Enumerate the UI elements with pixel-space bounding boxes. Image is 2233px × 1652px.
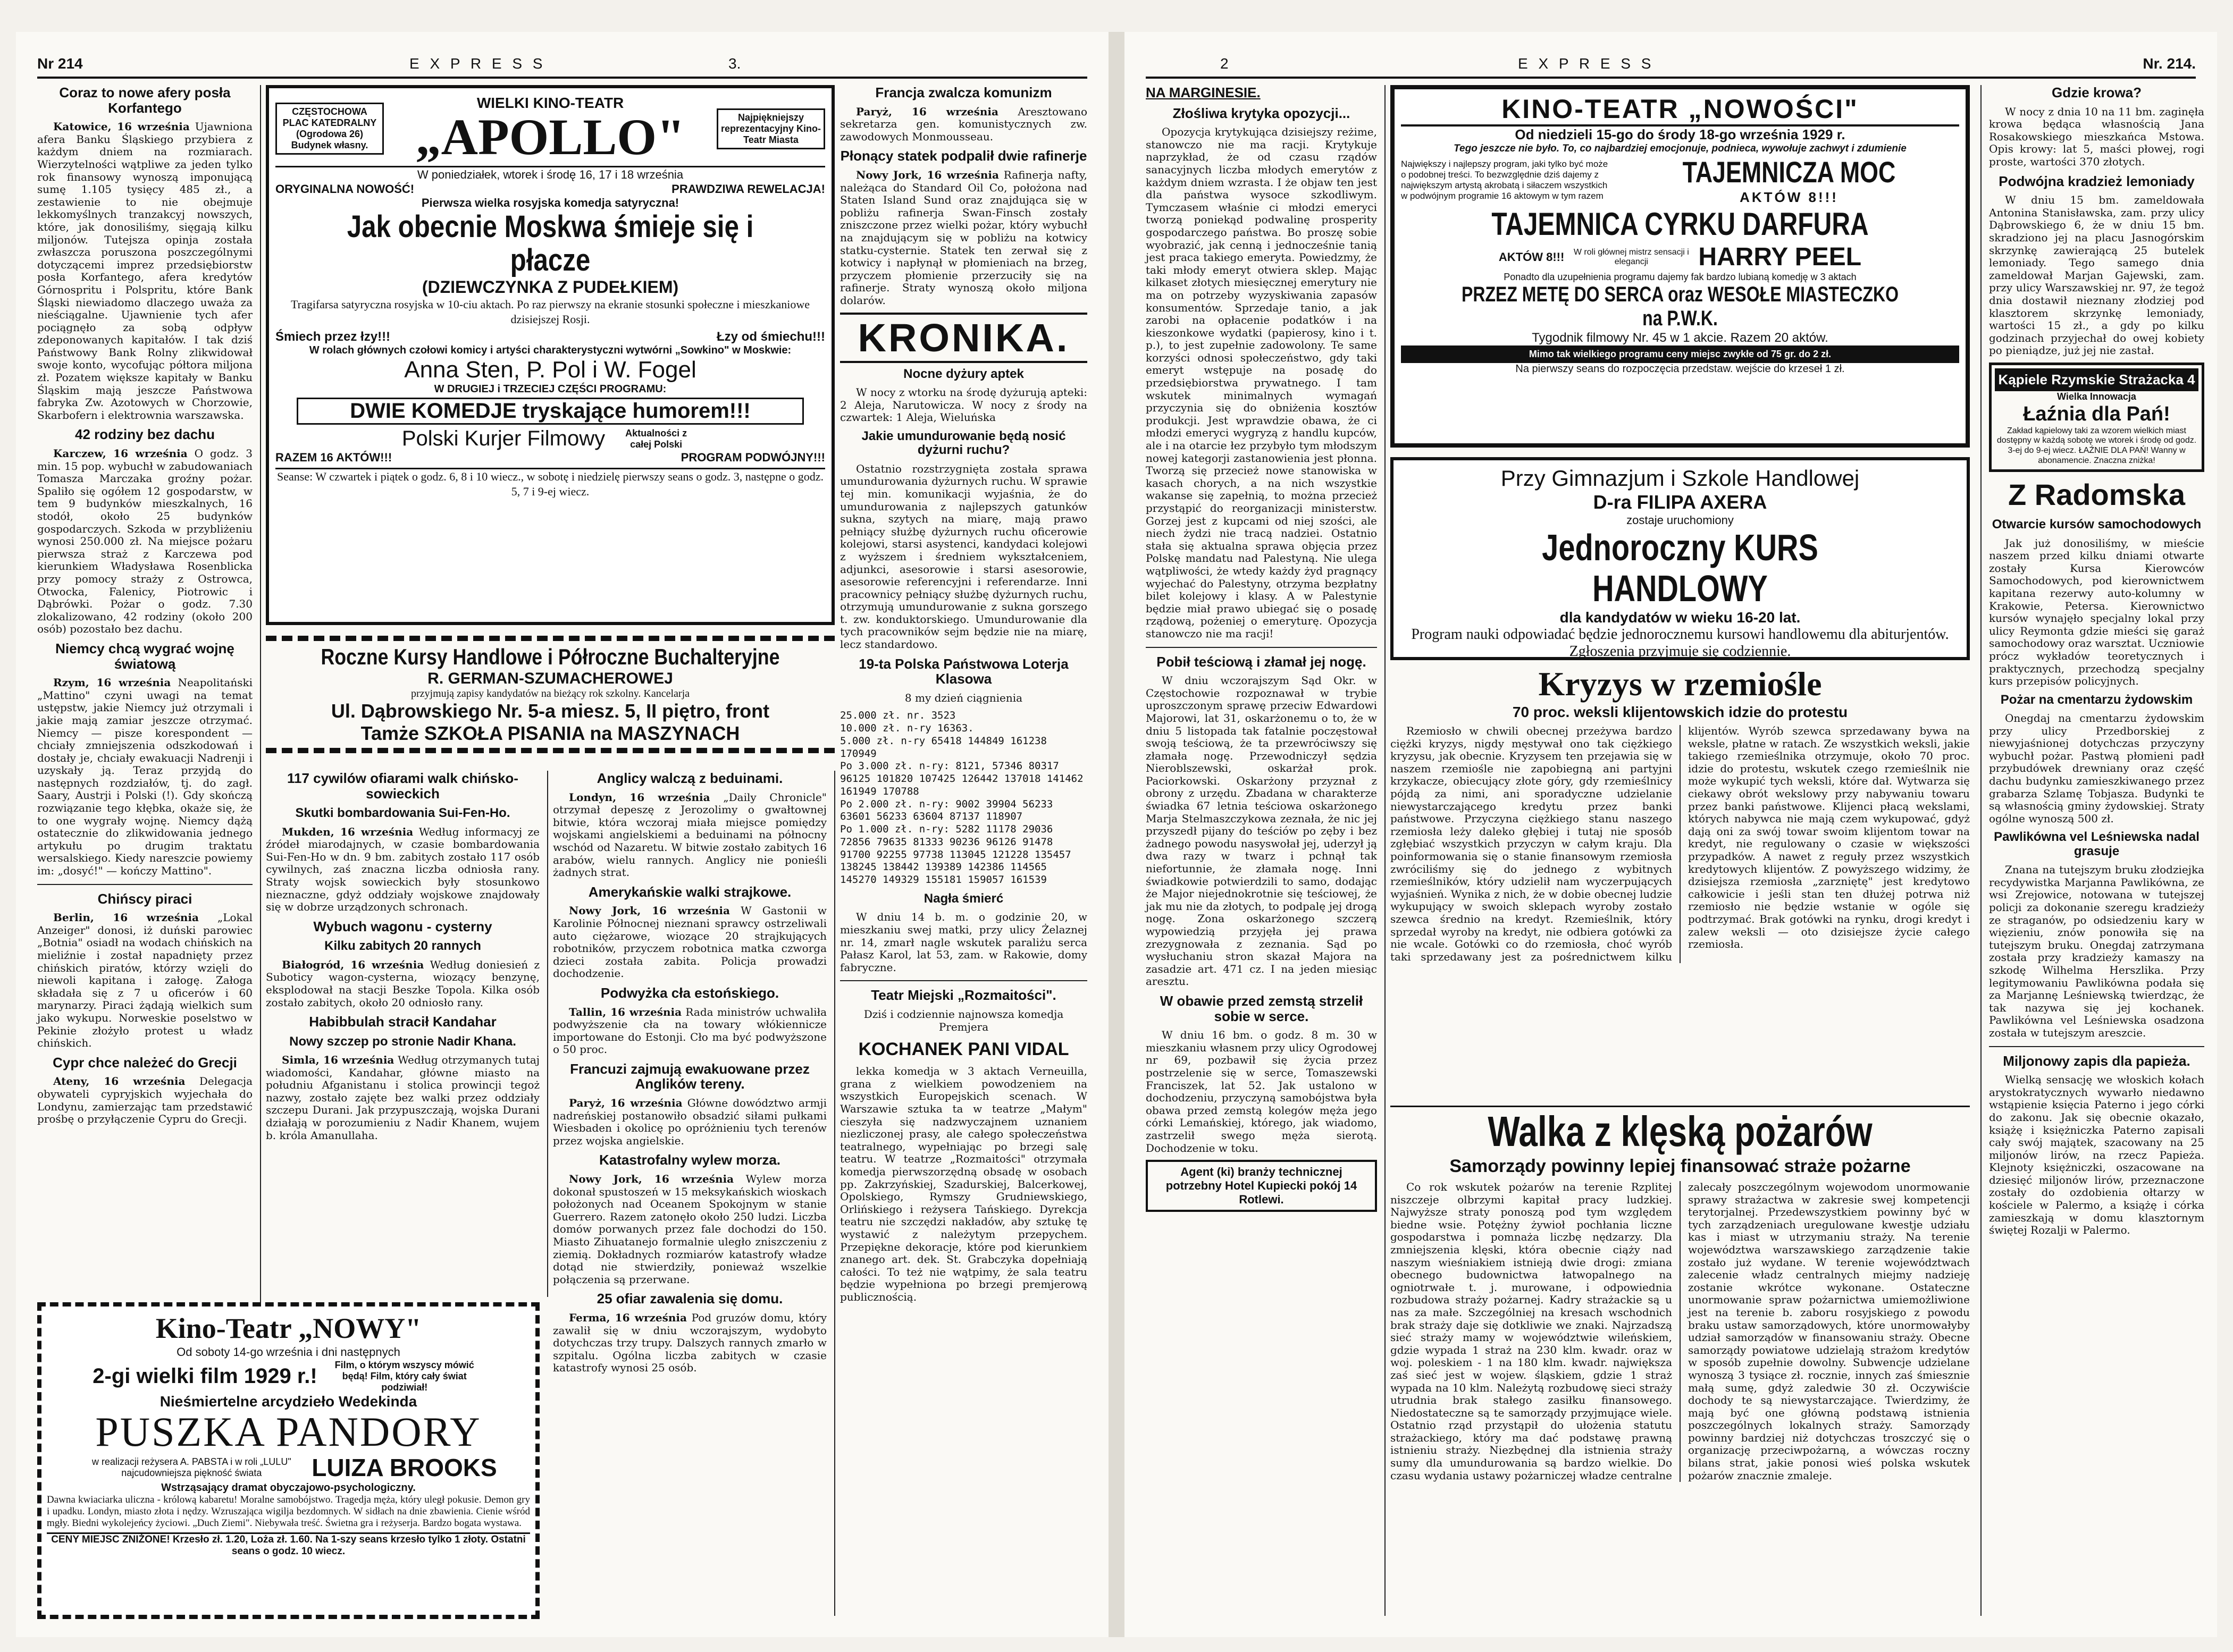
ad-acts-1: AKTÓW 8!!! bbox=[1740, 189, 1839, 205]
classified-ad: Agent (ki) branży technicznej potrzebny Hotel Kupiecki pokój 14 Rotlewi. bbox=[1146, 1160, 1377, 1212]
theatre-lead: Dziś i codziennie najnowsza komedja Premjera bbox=[863, 1007, 1064, 1033]
ad-comedies: DWIE KOMEDJE tryskające humorem!!! bbox=[297, 398, 804, 425]
headline: 42 rodziny bez dachu bbox=[75, 426, 215, 443]
ad-film-subtitle: (DZIEWCZYNKA Z PUDEŁKIEM) bbox=[422, 277, 679, 297]
ad-line: Wielka Innowacja bbox=[2057, 391, 2136, 402]
divider bbox=[1989, 1046, 2204, 1047]
article-body: W dniu 14 b. m. o godzinie 20, w mieszkaniu swej matki, przy ulicy Żelaznej nr. 14, zmarł nagle wskutek paraliżu serca Pałasz Karol, lat 53, zam. w Rakowie, domy fabryczne. bbox=[840, 911, 1087, 974]
headline: 117 cywilów ofiarami walk chińsko-sowieckich bbox=[287, 770, 518, 802]
lottery-day: 8 my dzień ciągnienia bbox=[904, 691, 1023, 704]
article-body: Simla, 16 września Według otrzymanych tutaj wiadomości, Kandahar, główne miasto na południu Afganistanu i stolica prowincji tegoż nazwy, zostało zajęte bez walki przez oddziały szczepu Durani. Jak przypuszczają, wojska Durani działają w porozumieniu z Nadir Khanem, wujem b. króla Amanullaha. bbox=[266, 1053, 540, 1142]
headline: 19-ta Polska Państwowa Loterja Klasowa bbox=[859, 655, 1069, 687]
article-body: Wielką sensację we włoskich kołach arystokratycznych wywarło niedawno wstąpienie księcia Paterno i jego córki do zakonu. Jak się obecnie okazało, książę i księżniczka Paterno zapisali cały swój majątek, szacowany na 25 miljonów lirów, na rzecz Papieża. Klejnoty księżniczki, oszacowane na dziesięć miljonów lirów, przeznaczone zostały do ozdobienia ołtarzy w kościele w Palermo, a książę i córka zamieszkają w domu klasztornym świętej Rozalji w Palermo. bbox=[1989, 1073, 2204, 1237]
headline: Niemcy chcą wygrać wojnę światową bbox=[55, 640, 234, 672]
headline: Katastrofalny wylew morza. bbox=[599, 1152, 780, 1168]
article-body: W nocy z dnia 10 na 11 bm. zaginęła krowa będąca własnością Jana Rosakowskiego mieszkańca Mstowa. Opis krowy: lat 5, maści płowej, rogi proste, wartości 370 złotych. bbox=[1989, 105, 2204, 168]
subheadline: Nowy szczep po stronie Nadir Khana. bbox=[289, 1034, 516, 1049]
lottery-numbers: 25.000 zł. nr. 3523 10.000 zł. n-ry 16363. 5.000 zł. n-ry 65418 144849 161238 170949 Po 3.000 zł. n-ry: 8121, 57346 80317 96125 101820 107425 126442 137018 141462 161949 170788 Po 2.000 zł. n-ry: 9002 39904 56233 63601 56233 63604 87137 118907 Po 1.000 zł. n-ry: 5282 11178 29036 72856 79635 81333 90236 96126 91478 91700 92255 97738 113045 121228 135457 138245 138442 139389 142386 114565 145270 149329 155181 159057 161539 bbox=[840, 710, 1084, 886]
apollo-cinema-ad bbox=[266, 85, 835, 627]
article-body: Tallin, 16 września Rada ministrów uchwaliła podwyższenie cła na towary włókiennicze importowane do Estonji. Cło ma być podwyższone o 50 proc. bbox=[553, 1005, 827, 1056]
ad-tagline: Najpiękniejszy reprezentacyjny Kino-Teatr Miasta bbox=[717, 108, 825, 149]
ad-kurjer: Polski Kurjer Filmowy bbox=[401, 427, 606, 451]
page-gutter bbox=[1109, 32, 1124, 1637]
right-running-head bbox=[1146, 55, 2196, 79]
article-body: Ateny, 16 września Delegacja obywateli cypryjskich wyjechała do Londynu, zamierzając tam przedstawić prośbę o przyłączenie Cypru do Grecji. bbox=[37, 1075, 253, 1126]
headline: Gdzie krowa? bbox=[2051, 85, 2142, 100]
ad-comedy: PRZEZ METĘ DO SERCA oraz WESOŁE MIASTECZKO na P.W.K. bbox=[1462, 283, 1899, 330]
article-body: Nowy Jork, 16 września Wylew morza dokonał spustoszeń w 15 meksykańskich wioskach położonych nad Oceanem Spokojnym w stanie Guerrero. Razem zatonęło około 250 ludzi. Liczba domów porwanych przez fale dochodzi do 150. Miasto Zihuatanejo formalnie uległo zniszczeniu z ziemią. Dokładnych rozmiarów katastrofy władze dotąd nie stwierdziły, ponieważ wszelkie połączenia są przerwane. bbox=[553, 1173, 827, 1286]
theatre-play: KOCHANEK PANI VIDAL bbox=[858, 1039, 1069, 1060]
ad-title: Kąpiele Rzymskie Strażacka 4 bbox=[1995, 368, 2198, 391]
ad-hit: 2-gi wielki film 1929 r.! bbox=[93, 1364, 317, 1388]
headline: Francja zwalcza komunizm bbox=[875, 85, 1052, 100]
ad-cinema-name: KINO-TEATR „NOWOŚCI" bbox=[1401, 94, 1959, 127]
ad-star-note: W roli głównej mistrz sensacji i elegancji bbox=[1573, 247, 1689, 266]
left-page bbox=[16, 32, 1109, 1637]
headline: Anglicy walczą z beduinami. bbox=[597, 770, 783, 786]
ad-line: ORYGINALNA NOWOŚĆ! bbox=[275, 182, 415, 196]
article-body: Mukden, 16 września Według informacyj ze źródeł miarodajnych, w czasie bombardowania Sui-Fen-Ho w dn. 9 bm. zabitych zostało 117 osób cywilnych, zaś znaczna liczba odniosła rany. Straty wojsk sowieckich były stosunkowo nieznaczne, gdyż oddziały wojskowe znajdowały się w dobrze urządzonych schronach. bbox=[266, 825, 540, 914]
headline: Habibbulah stracił Kandahar bbox=[309, 1014, 497, 1030]
subheadline: Samorządy powinny lepiej finansować straże pożarne bbox=[1449, 1156, 1911, 1176]
ad-border bbox=[266, 748, 835, 753]
ad-days: W poniedziałek, wtorek i środę 16, 17 i 18 września bbox=[275, 166, 825, 182]
article-body: Onegdaj na cmentarzu żydowskim przy ulicy Przedborskiej z niewyjaśnionej dotychczas przyczyny wybuchł pożar. Pastwą płomieni padł przybudówek drewniany oraz część dachu budynku zamieszkiwanego przez grabarza Szlamę Tobjasza. Budynki te są własnością gminy żydowskiej. Straty ogólne wynoszą 500 zł. bbox=[1989, 712, 2204, 825]
ad-acts-2: AKTÓW 8!!! bbox=[1498, 250, 1565, 264]
headline: Podwójna kradzież lemoniady bbox=[1999, 173, 2195, 189]
ad-prices: CENY MIEJSC ZNIŻONE! Krzesło zł. 1.20, Loża zł. 1.60. Na 1-szy seans krzesło tylko 1 złoty. Ostatni seans o godz. 10 wiecz. bbox=[47, 1532, 530, 1557]
article-body: Paryż, 16 września Aresztowano sekretarza gen. komunistycznych zw. zawodowych Monmousseau. bbox=[840, 105, 1088, 143]
ad-lead: Tego jeszcze nie było. To, co najbardziej emocjonuje, podnieca, wywołuje zachwyt i zdumienie bbox=[1454, 143, 1907, 154]
ad-line: Program nauki odpowiadać będzie jednorocznemu kursowi handlowemu dla abiturjentów. bbox=[1411, 626, 1949, 643]
headline: Płonący statek podpalił dwie rafinerje bbox=[840, 148, 1087, 164]
ad-location: CZĘSTOCHOWA PLAC KATEDRALNY (Ogrodowa 26) Budynek własny. bbox=[275, 103, 384, 155]
ad-star: HARRY PEEL bbox=[1698, 243, 1862, 271]
headline: Amerykańskie walki strajkowe. bbox=[588, 883, 792, 900]
commercial-school-ad bbox=[1390, 457, 1970, 659]
nowosci-cinema-ad bbox=[1390, 85, 1970, 446]
ad-kicker: WIELKI KINO-TEATR bbox=[476, 95, 624, 111]
newspaper-spread bbox=[16, 32, 2217, 1637]
page-number: 2 bbox=[1220, 55, 1229, 72]
ad-line: dla kandydatów w wieku 16-20 lat. bbox=[1559, 609, 1801, 626]
article-body: Ferma, 16 września Pod gruzów domu, który zawalił się w dniu wczorajszym, wydobyto dotychczas trzy trupy. Dalszych rannych zmarło w szpitalu. Ogólna liczba zabitych w czasie katastrofy wynosi 25 osób. bbox=[553, 1311, 827, 1375]
ad-description: Dawna kwiaciarka uliczna - królową kabaretu! Moralne samobójstwo. Tragedja męża, który uległ pokusie. Demon gry i upadku. Londyn, miasto złota i nędzy. Wzruszająca wigilja bezdomnych. W sidłach na dnie zbawienia. Cienie wśród mgły. Biedni wykolejeńcy życiowi. „Duch Ziemi". Niebywała treść. Świetna gra i reżyserja. Bardzo bogata wystawa. bbox=[47, 1494, 530, 1529]
article-body: Karczew, 16 września O godz. 3 min. 15 pop. wybuchł w zabudowaniach Tomasza Marczaka groźny pożar. Spaliło się ogółem 12 gospodarstw, w tem 9 budynków mieszkalnych, 16 stodół, około 25 budynków gospodarczych. Szkoda w przybliżeniu wynosi 250.000 zł. Na miejsce pożaru pierwsza straż z Karczewa pod kierunkiem Władysława Rosenblicka przy pomocy straży z Ostrowca, Otwocka, Falenicy, Piotrowic i Dąbrówki. Pożar o godz. 7.30 zlokalizowano, 42 rodziny (około 200 osób) pozostało bez dachu. bbox=[37, 447, 253, 636]
article-body: W dniu wczorajszym Sąd Okr. w Częstochowie rozpoznawał w trybie uproszczonym sprawę przeciw Edwardowi Majorowi, lat 31, oskarżonemu o to, że w dniu 5 listopada tak fatalnie poczęstował swoją teściową, że ta przewróciwszy się złamała nogę. Przewodniczył sędzia Nieroblszewski, oskarżał prok. Paciorkowski. Oskarżony przyznał z obrony z urzędu. Zbadana w charakterze świadka 67 letnia teściowa oskarżonego Marja Stelmaszczykowa zeznała, że nic jej przyszedł pijany do teściów po zęby i bez żadnego powodu nasyswołał jej, uderzył ją dwa razy w twarz i pchnął tak niefortunnie, że złamała nogę. Inni świadkowie potwierdzili to samo, dodając że Major niejednokrotnie się teściowej, że jak mu nie da złotych, to podpalę jej drogą nogę. Zona oskarżonego szczerą wypowiedzią przyjęła jej prawa zrezygnowała z zeznania. Sąd po wysłuchaniu stron skazał Majora na zasadzie art. 471 cz. I na jeden miesiąc aresztu. bbox=[1146, 674, 1377, 988]
ad-kurjer-note: Aktualności z całej Polski bbox=[625, 427, 687, 450]
ad-dates: Od niedzieli 15-go do środy 18-go września 1929 r. bbox=[1515, 127, 1845, 142]
ad-line: RAZEM 16 AKTÓW!!! bbox=[275, 451, 392, 465]
headline: W obawie przed zemstą strzelił sobie w serce. bbox=[1160, 992, 1363, 1024]
ad-text: Zakład kąpielowy taki za wzorem wielkich miast dostępny w każdą sobotę we wtorek i środę od godz. 3-ej do 9-ej wiecz. ŁAŹNIE DLA PAŃ! Wanny w abonamencie. Znaczna zniżka! bbox=[1996, 426, 2197, 466]
headline: Pobił teściową i złamał jej nogę. bbox=[1156, 653, 1366, 670]
divider bbox=[37, 884, 253, 885]
ad-showtimes: Seanse: W czwartek i piątek o godz. 6, 8 i 10 wiecz., w sobotę i niedzielę pierwszy seans o godz. 3, następne o godz. 5, 7 i 9-ej wiecz. bbox=[275, 468, 825, 499]
ad-line: Łzy od śmiechu!!! bbox=[716, 330, 825, 344]
section-title-kronika: KRONIKA. bbox=[840, 313, 1087, 363]
headline: Chińscy piraci bbox=[97, 890, 192, 907]
article-body: Londyn, 16 września „Daily Chronicle" otrzymał depeszę z Jerozolimy o gwałtownej bitwie, która wczoraj miała miejsce pomiędzy wojskami angielskiemi a beduinami na północny wschód od Nazaretu. W bitwie zostało zabitych 16 arabów, wielu rannych. Anglicy nie ponieśli żadnych strat. bbox=[553, 790, 827, 879]
article-body: W nocy z wtorku na środę dyżurują apteki: 2 Aleja, Narutowicza. W nocy z środy na czwartek: 1 Aleja, Wieluńska bbox=[840, 386, 1087, 424]
left-column-3 bbox=[553, 771, 835, 1616]
headline: Otwarcie kursów samochodowych bbox=[1992, 517, 2202, 532]
ad-hit-note: Film, o którym wszyscy mówić będą! Film, który cały świat podziwiał! bbox=[334, 1359, 474, 1393]
ad-film-2: TAJEMNICA CYRKU DARFURA bbox=[1491, 206, 1869, 242]
ad-line: W rolach głównych czołowi komicy i artyści charakterystyczni wytwórni „Sowkino" w Moskwie: bbox=[309, 344, 792, 357]
headline: Wybuch wagonu - cysterny bbox=[313, 918, 492, 934]
ad-blurb: Największy i najlepszy program, jaki tylko być może o podobnej treści. To bezwzględnie dziś dajemy z największym artystą akrobatą i siłaczem wszystkich w podwójnym programie 16 aktowym w tym razem bbox=[1401, 159, 1608, 201]
section-title: NA MARGINESIE. bbox=[1146, 85, 1261, 100]
ad-owner: R. GERMAN-SZUMACHEROWEJ bbox=[427, 670, 673, 687]
section-title-radomsko: Z Radomska bbox=[2008, 478, 2185, 512]
commercial-courses-ad bbox=[266, 633, 835, 760]
ad-director: w realizacji reżysera A. PABSTA i w roli „LULU" najcudowniejsza piękność świata bbox=[91, 1456, 291, 1479]
ad-film-1: TAJEMNICZA MOC bbox=[1682, 155, 1896, 189]
ad-line: zostaje uruchomiony bbox=[1626, 513, 1734, 527]
ad-line: Śmiech przez łzy!!! bbox=[275, 330, 391, 344]
article-body: Nowy Jork, 16 września Rafinerja nafty, należąca do Standard Oil Co, położona nad Staten Island Sund oraz znajdująca się w pobliżu rafinerja Swan-Finsch zostały zniszczone przez wielki pożar, który wybuchł na znajdującym się w pobliżu na kotwicy statku-cysternie. Statek ten zerwał się z kotwicy i napłynął w płomieniach na brzeg, przyczem płomienie przerzuciły się na rafinerje. Straty wynoszą około miljona dolarów. bbox=[840, 168, 1087, 307]
issue-number: Nr 214 bbox=[37, 55, 83, 72]
headline: Nagła śmierć bbox=[924, 891, 1004, 906]
ad-prices: Mimo tak wielkiego programu ceny miejsc zwykłe od 75 gr. do 2 zł. bbox=[1401, 345, 1959, 363]
headline: Coraz to nowe afery posła Korfantego bbox=[59, 85, 231, 116]
right-column-1 bbox=[1146, 85, 1386, 1616]
ad-course-title: Jednoroczny KURS HANDLOWY bbox=[1542, 527, 1818, 609]
headline: Kryzys w rzemiośle bbox=[1538, 665, 1822, 703]
right-page bbox=[1124, 32, 2217, 1637]
ad-line: D-ra FILIPA AXERA bbox=[1593, 491, 1767, 513]
article-body: W dniu 15 bm. zameldowała Antonina Stanisławska, zam. przy ulicy Dąbrowskiego 6, że w dniu 15 bm. skradziono jej na placu Jasnogórskim skrzynkę zawierającą 25 butelek lemoniady. Tego samego dnia zameldował Marjan Gajewski, zam. przy ulicy Warszawskiej nr. 97, że tegoż dnia dostawił nieznany złodziej pod klasztorem skrzynkę lemoniady, wartości 15 zł., a gdy po kilku godzinach przyjechał do owej kobiety po pieniądze, już jej nie zastał. bbox=[1989, 193, 2204, 357]
issue-number: Nr. 214. bbox=[2143, 55, 2196, 72]
article-body: lekka komedja w 3 aktach Verneuilla, grana z wielkiem powodzeniem na wszystkich Europejskich scenach. W Warszawie sztuka ta w teatrze „Małym" cieszyła się nadzwyczajnem uznaniem niezliczonej prasy, ale całego społeczeństwa teatralnego, wypełniając po brzegi salę teatru. W teatrze „Rozmaitości" otrzymała komedja pierwszorzędną obsadę w osobach pp. Zakrzyńskiej, Szadurskiej, Balcerkowej, Opolskiego, Rymszy Grudniewskiego, Orlińskiego i reżysera Tańskiego. Dyrekcja teatru nie szczędzi nakładów, aby sztukę tę wystawić z należytym przepychem. Przepiękne dekoracje, które pod kierunkiem znanego art. dek. St. Grabczyka dopełniają całości. To też nie wątpimy, że sala teatru będzie wypełniona po brzegi premjerową publicznością. bbox=[840, 1065, 1087, 1303]
ad-first-show: Na pierwszy seans do rozpoczęcia przedstaw. wejście do krzeseł 1 zł. bbox=[1515, 363, 1845, 375]
nowy-cinema-ad bbox=[37, 1302, 540, 1616]
ad-border bbox=[266, 636, 835, 641]
fire-article bbox=[1390, 1106, 1970, 1617]
headline: Francuzi zajmują ewakuowane przez Anglików tereny. bbox=[570, 1060, 810, 1092]
headline: Złośliwa krytyka opozycji... bbox=[1172, 105, 1350, 121]
masthead-title: E X P R E S S bbox=[409, 55, 546, 72]
ad-title: Roczne Kursy Handlowe i Półroczne Buchalteryjne bbox=[321, 644, 780, 669]
article-body: Rzym, 16 września Neapolitański „Mattino" czyni uwagi na temat ustępstw, jakie Niemcy już otrzymali i jakie mają zamiar jeszcze otrzymać. Niemcy — pisze korespondent — chciały zmniejszenia odszkodowań i dostały je, chciały ewakuacji Nadrenji i uzyskały ją. Teraz przyjdą do następnych rozdziałów, tj. do zagł. Saary, Austrji i Polski (!). Gdy skończą rozwiązanie tego kłębka, okaże się, że to one wygrały wojnę. Niemcy dążą ostatecznie do zlikwidowania jednego artykułu po drugim traktatu wersalskiego. Kiedy nareszcie powiemy im: „dosyć!" — kończy Mattino". bbox=[37, 676, 253, 878]
left-column-2 bbox=[266, 771, 548, 1297]
ad-line: W DRUGIEJ i TRZECIEJ CZĘŚCI PROGRAMU: bbox=[434, 383, 667, 395]
subheadline: Kilku zabitych 20 rannych bbox=[324, 939, 481, 954]
ad-address: Ul. Dąbrowskiego Nr. 5-a miesz. 5, II piętro, front bbox=[331, 700, 770, 722]
headline: 25 ofiar zawalenia się domu. bbox=[597, 1291, 783, 1307]
left-running-head bbox=[37, 55, 1087, 79]
headline: Cypr chce należeć do Grecji bbox=[53, 1054, 237, 1071]
headline: Pawlikówna vel Leśniewska nadal grasuje bbox=[1994, 830, 2200, 858]
headline: Teatr Miejski „Rozmaitości". bbox=[871, 987, 1056, 1004]
crisis-article bbox=[1390, 664, 1970, 1100]
article-body: Paryż, 16 września Główne dowództwo armji nadreńskiej postanowiło obsadzić siłami pułkami Wiesbaden i okolicę po opróżnieniu tych terenów przez wojska angielskie. bbox=[553, 1097, 827, 1147]
ad-actors: Anna Sten, P. Pol i W. Fogel bbox=[404, 357, 696, 383]
article-body: Ostatnio rozstrzygnięta została sprawa umundurowania dyżurnych ruchu. W sprawie tej min. komunikacji wyjaśnia, że do umundurowania z najlepszych gatunków sukna, szytych na miarę, mają prawo pełniący służbę dyżurnych ruchu oficerowie kolejowi, starsi asystenci, kandydaci kolejowi z wyższem i średniem wykształceniem, adjunkci, asesorowie i starsi asesorowie, asesorowie referencyjni i referendarze. Inni pracownicy pełniący służbę dyżurnych ruchu, otrzymują umundurowanie z sukna gorszego t. zw. konduktorskiego. Umundurowanie dla tych pracowników sejm będzie nie na miarę, lecz standardowo. bbox=[840, 462, 1087, 651]
ad-description: Tragifarsa satyryczna rosyjska w 10-ciu aktach. Po raz pierwszy na ekranie stosunki społeczne i mieszkaniowe dzisiejszej Rosji. bbox=[290, 298, 810, 326]
ad-text: przyjmują zapisy kandydatów na bieżący rok szkolny. Kancelarja bbox=[410, 688, 690, 699]
ad-line: Przy Gimnazjum i Szkole Handlowej bbox=[1500, 466, 1860, 491]
headline: Walka z klęską pożarów bbox=[1488, 1108, 1873, 1155]
article-body: Znana na tutejszym bruku złodziejka recydywistka Marjanna Pawlikówna, ze wsi Zrejowice, notowana w tutejszej policji za dokonanie szeregu kradzieży ze straganów, po odsiedzeniu kary w więzieniu, znów ponowiła się na tutejszym bruku. Onegdaj zatrzymana została przy kradzieży kamaszy na szkodę Wilhelma Herszlika. Przy legitymowaniu Pawlikówna podała się za Marjannę Leśniewską twierdząc, że tak nazywa się jej kochanek. Pawlikówna vel Leśniewska osadzona została w tutejszym areszcie. bbox=[1989, 863, 2204, 1039]
headline: Nocne dyżury aptek bbox=[903, 366, 1024, 381]
ad-typing-school: Tamże SZKOŁA PISANIA na MASZYNACH bbox=[360, 722, 740, 744]
headline: Jakie umundurowanie będą nosić dyżurni ruchu? bbox=[861, 428, 1066, 458]
ad-star: LUIZA BROOKS bbox=[312, 1454, 497, 1482]
subheadline: 70 proc. weksli klijentowskich idzie do protestu bbox=[1512, 704, 1848, 720]
ad-line: PRAWDZIWA REWELACJA! bbox=[671, 182, 825, 196]
ad-line: Zgłoszenia przyjmuje się codziennie. bbox=[1569, 643, 1791, 660]
divider bbox=[840, 980, 1087, 981]
headline: Pożar na cmentarzu żydowskim bbox=[2000, 692, 2193, 707]
article-body: Białogród, 16 września Według doniesień z Suboticy wagon-cysterna, wiozący benzynę, eksplodował na stacji Beszke Topola. Kilka osób zostało zabitych, około 20 odniosło rany. bbox=[266, 958, 540, 1009]
ad-line: PROGRAM PODWÓJNY!!! bbox=[681, 451, 825, 465]
ad-film-title: Jak obecnie Moskwa śmieje się i płacze bbox=[347, 209, 754, 278]
article-body: W dniu 16 bm. o godz. 8 m. 30 w mieszkaniu własnem przy ulicy Ogrodowej nr 69, pozbawił się życia przez postrzelenie się w serce, Tomaszewski Franciszek, lat 52. Jak ustalono w dochodzeniu, przyczyną samobójstwa była obawa przed zemstą kolegów męża jego córki Lemańskiej, którego, jak wiadomo, zastrzelił swego męża sierotą. Dochodzenie w toku. bbox=[1146, 1029, 1377, 1154]
article-body: Nowy Jork, 16 września W Gastonii w Karolinie Północnej nieznani sprawcy ostrzeliwali auto ciężarowe, wiozące 20 strajkujących robotników, przyczem robotnica matka czworga dzieci została zabita. Policja prowadzi dochodzenie. bbox=[553, 904, 827, 980]
ad-line: Pierwsza wielka rosyjska komedja satyryczna! bbox=[421, 196, 679, 209]
ad-big: Łaźnia dla Pań! bbox=[2023, 402, 2170, 425]
ad-genre: Wstrząsający dramat obyczajowo-psychologiczny. bbox=[161, 1482, 416, 1494]
article-body: Jak już donosiliśmy, w mieście naszem przed kilku dniami otwarte zostały Kursa Kierowców Samochodowych, pod kierownictwem kapitana rezerwy auto-kolumny w Krakowie, Petersa. Kierownictwo kursów wynajęło specjalny lokal przy ulicy Reymonta gdzie mieści się garaż samochodowy oraz warsztat. Uczniowie prócz wykładów teoretycznych i praktycznych, przechodzą specjalny kurs przepisów policyjnych. bbox=[1989, 536, 2204, 688]
ad-cinema-name: „APOLLO" bbox=[415, 108, 685, 165]
ad-film-title: PUSZKA PANDORY bbox=[95, 1408, 482, 1455]
page-number: 3. bbox=[728, 55, 741, 72]
article-body: Rzemiosło w chwili obecnej przeżywa bardzo ciężki kryzys, nigdy męstywał ono tak ciężkiego kryzysu, jak obecnie. Kryzysem ten przejawia się w naszem rzemiośle nie zapobiegną ani partyjni krzykacze, obiecujący złote góry, gdy rzemieślnicy pójdą za nimi, ani sporadyczne udzielanie niewystarczającego kredytu przez banki państwowe. Przyczyna ciężkiego stanu naszego rzemiosła leży daleko głębiej i tutaj nie sposób zgłębiać wszystkich przyczyn w całym kraju. Dla poinformowania się o stanie finansowym rzemiosła zwróciliśmy się do jednego z wybitnych rzemieślników, który udzielił nam wyczerpujących wyjaśnień. Wynika z nich, że w dobie obecnej ludzie wykupujący w swoich sklepach wyroby zostało szewca średnio na kredyt. Rzemieślnik, który sprzedał wyroby na kredyt, nie odbiera gotówki za nie wcale. Gotówki co do rzemiosła, choć wyrób taki sprzedawany jest za pośrednictwem kilku klijentów. Wyrób szewca sprzedawany bywa na weksle, płatne w ratach. Ze wszystkich weksli, jakie takiego rzemieślnika otrzymuje, około 70 proc. idzie do protestu, wskutek czego rzemieślnik nie może wykupić tych weksli, które dał. Wytwarza się ciekawy obrót wekslowy przy nabywaniu towaru przez banki państwowe. Klijenci płacą wekslami, których nabywca nie mają czem wykupować, gdyż dają oni za swój towar swoim klijentom towar na kredyt, nie regulowany o czasie w większości przypadków. A nawet z reguły przez wszystkich kredytowych klijentów. Z powyższego widzimy, że dzisiejsza rzemiosła „zarzniętę" jest kredytowo całkowicie i jeśli stan ten dłużej potrwa niż rzemiosło nie będzie wstanie w ogóle się podtrzymać. Brak gotówki na rynku, drogi kredyt i zalew weksli — oto dzisiejsze życie całego rzemiosła. bbox=[1390, 724, 1970, 963]
article-body: Co rok wskutek pożarów na terenie Rzplitej niszczeje olbrzymi kapitał pracy ludzkiej. Najwyższe straty ponoszą pod tym względem biedne wsie. Potężny żywioł pochłania liczne gospodarstwa i pomnaża liczbę nędzarzy. Dla zmniejszenia klęski, która obecnie ciąży nad naszym wieśniakiem istnieją dwie drogi: zmiana obecnego budownictwa łatwopalnego na ogniotrwałe t. j. murowane, i odpowiednia rozbudowa straży pożarnej. Kadry strażackie są u nas za małe. Szczególniej na kresach wschodnich brak straży daje się dotkliwie we znaki. Najrzadszą sieć straży mamy w województwie wileńskiem, gdzie wypada 1 straż na 230 klm. kwadr. oraz w woj. poleskiem - 1 na 180 klm. kwadr. największa zaś sieć jest w wojew. śląskiem, gdzie 1 straż wypada na 10 klm. Należytą rozbudowę sieci straży utrudnia brak stałego zasiłku finansowego. Niedostateczne są te samorządy przyjmujące wiele. Ostatnio rząd przystąpił do ułożenia statutu strażackiego, który ma dać podstawę prawną istnieniu straży. Niezbędnej dla istnienia straży sumy dla umundurowania są bardzo wielkie. Do czasu wydania ustawy pożarniczej władze centralne zalecały poszczególnym wojewodom unormowanie sprawy strażactwa w zakresie swej kompetencji terytorjalnej. Przedewszystkiem powinny być w tych zarządzeniach uregulowane kwestje udziału kas i miast w utrzymaniu straży. Na terenie województwa warszawskiego zarządzenie takie zostało już wydane. W terenie województwach zalecenie władz centralnych miejmy nadzieję zostanie wkrótce wykonane. Ostateczne unormowanie spraw pożarnictwa umiemożliwione jest na terenie b. zaboru rosyjskiego z powodu braku ustaw samorządowych, które unormowałyby udział samorządów w finansowaniu straży. Obecne samorządy powiatowe udzielają strażom kredytów w sposób zupełnie dowolny. Subwencje udzielane wynoszą 3 tysiące zł. rocznie, innych zaś śmiesznie małą sumę, gdyż zaledwie 30 zł. Oczywiście dochody te są niewystarczające. Twierdzimy, że mają być one główną podstawą istnienia poszczególnych lokalnych straży. Samorządy powinny bardziej niż dotychczas troszczyć się o organizację przeciwpożarną, a wówczas roczny bilans strat, jakie ponosi wieś polska wskutek pożarów znacznie zmaleje. bbox=[1390, 1181, 1970, 1482]
article-body: Opozycja krytykująca dzisiejszy reżime, stanowczo nie ma racji. Krytykuje naprzykład, że od czasu rządów sanacyjnych liczba młodych emerytów z każdym dniem wzrasta. I że objaw ten jest dla państwa wysoce szkodliwym. Tymczasem właśnie ci młodzi emeryci tworzą poniekąd podwalinę prosperity gospodarczego państwa. Bo proszę sobie wyobrazić, jak cenną i jednocześnie tanią jest praca takiego emeryta. Powiedzmy, że taki młody emeryt otwiera sklep. Mając kilkaset złotych miesięcznej emerytury nie ma on potrzeby wyzyskiwania zapasów konsumentów. Sprzedaje tanio, a jak zarobi na opłacenie podatków i na kieszonkowe wydatki (papierosy, kino i t. p.), to jest zupełnie zadowolony. Te same korzyści odnosi społeczeństwo, gdy taki emeryt wstępuje na posadę do przedsiębiorstwa prywatnego. I tam wskutek minimalnych wymagań przyczynia się do obniżenia kosztów produkcji. Jest wprawdzie obawa, że ci młodzi emeryci wygryzą z handlu kupców, ale i na otarcie łez przybyło tym młodszym nowej kategorji zastanowienia jest płonna. Tworzą się przecież nowe stanowiska w kasach chorych, a na nich wszystkie wakanse się zapełnią, to można przecież przystąpić do reorganizacji ministerstw. Gorzej jest z kupcami od niej szości, ale niech żydzi nie tracą nadziei. Ostatnio stała się aktualna sprawa objęcia przez Polskę mandatu nad Palestyną. Nie ulega wątpliwości, że wtedy każdy żyd pragnący wyjechać do Palestyny, otrzyma bezpłatny bilet kolejowy i klasy. A w Palestynie będzie miał prawo ubiegać się o posadę rządową, pożeniej o emeryturę. Opozycja stanowczo nie ma racji! bbox=[1146, 125, 1377, 640]
ad-weekly: Tygodnik filmowy Nr. 45 w 1 akcie. Razem 20 aktów. bbox=[1532, 331, 1828, 345]
article-body: Katowice, 16 września Ujawniona afera Banku Śląskiego przybiera z każdym dniem na rozmiarach. Wierzytelności wątpliwe za jeden tylko rok finansowy wynoszą imponującą sumę 1.105 tysięcy 485 zł., a zestawienie to nie obejmuje lekkomyślnych tranzakcyj nowszych, które, jak donosiliśmy, sięgają kilku miljonów. Tutejsza opinja została zwłaszcza poruszona poszczególnymi dotyczącemi imprez przedsiębiorstw posła Korfantego, afera kredytów Górnospritu i Polspritu, które Bank Śląski niewiadomo dlaczego uważa za nieściągalne. Ujawnienie tych afer pociągnęło za sobą odpływ zdeponowanych kapitałów. I tak dziś Państwowy Bank Rolny zlikwidował swoje konto, wycofując półtora miljona zł. Pozatem większe kapitały w Banku Śląskim mają jeszcze Państwowa fabryka Zw. Azotowych w Chorzowie, Skarbofern i elektrownia warszawska. bbox=[37, 120, 253, 422]
ad-cinema-name: Kino-Teatr „NOWY" bbox=[155, 1312, 422, 1344]
right-column-4 bbox=[1980, 85, 2204, 1616]
left-column-4 bbox=[840, 85, 1087, 1616]
article-body: Berlin, 16 września „Lokal Anzeiger" donosi, iż duński parowiec „Botnia" osiadł na wodach chińskich na mieliźnie i został napadnięty przez chińskich piratów, którzy wzięli do niewoli kapitana i załogę. Załoga składała się z 7 u oficerów i 60 marynarzy. Piraci żądają wielkich sum jako wykupu. Norweskie poselstwo w Pekinie złożyło protest u władz chińskich. bbox=[37, 911, 253, 1050]
ad-extra: Ponadto dla uzupełnienia programu dajemy fak bardzo lubianą komedję w 3 aktach bbox=[1504, 272, 1857, 282]
bath-ad bbox=[1989, 363, 2204, 472]
divider bbox=[1146, 647, 1377, 648]
ad-based-on: Nieśmiertelne arcydzieło Wedekinda bbox=[160, 1393, 417, 1410]
headline: Miljonowy zapis dla papieża. bbox=[2003, 1052, 2190, 1069]
headline: Podwyżka cła estońskiego. bbox=[600, 984, 779, 1001]
masthead-title: E X P R E S S bbox=[1518, 55, 1655, 72]
subheadline: Skutki bombardowania Sui-Fen-Ho. bbox=[295, 806, 510, 821]
ad-dates: Od soboty 14-go września i dni następnych bbox=[177, 1345, 400, 1359]
